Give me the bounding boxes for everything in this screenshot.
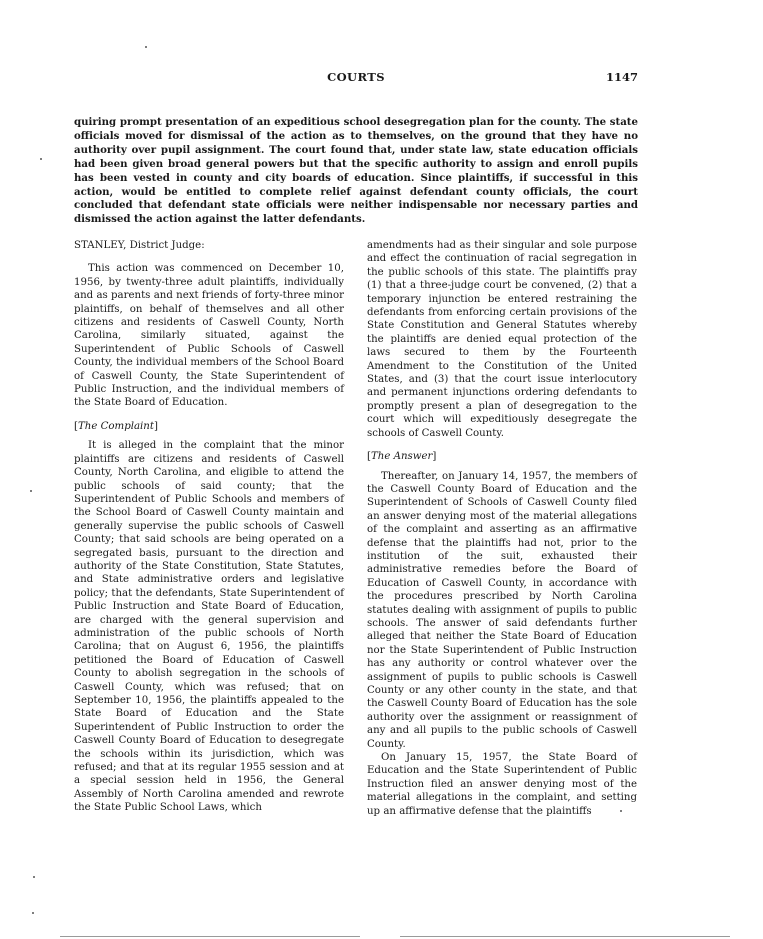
scan-edge-line <box>60 936 360 937</box>
running-header <box>74 70 638 86</box>
section-heading-complaint: [The Complaint] <box>74 420 158 432</box>
paragraph-complaint-continued: amendments had as their singular and sole purpose and effect the continuation of racial segregation in the public schools of this state. The plaintiffs pray (1) that a three-judge court be convened, (2) that a temporary injunction be entered restraining the defendants from enforcing certain provisions of the State Constitution and General Statutes whereby the plaintiffs are denied equal protection of the laws secured to them by the Fourteenth Amendment to the Constitution of the United States, and (3) that the court issue interlocutory and permanent injunctions ordering defendants to promptly present a plan of desegregation to the court which will expeditiously desegregate the schools of Caswell County. <box>367 240 637 439</box>
section-heading-answer-text: The Answer <box>370 451 433 463</box>
section-heading-complaint-text: The Complaint <box>77 420 154 432</box>
running-header-title: COURTS <box>327 70 385 84</box>
scan-speck <box>145 46 147 48</box>
scan-speck <box>33 876 35 878</box>
left-column <box>74 239 344 815</box>
scan-edge-line <box>400 936 730 937</box>
right-column <box>367 239 637 818</box>
scan-speck <box>40 158 42 160</box>
paragraph-answer-first: Thereafter, on January 14, 1957, the members of the Caswell County Board of Education and the Superintendent of Schools of Caswell County filed an answer denying most of the material allegations of the complaint and asserting as an affirmative defense that the plaintiffs had not, prior to the institution of the suit, exhausted their administrative remedies before the Board of Education of Caswell County, in accordance with the procedures prescribed by North Carolina statutes dealing with assignment of pupils to public schools. The answer of said defendants further alleged that neither the State Board of Education nor the State Superintendent of Public Instruction has any authority or control whatever over the assignment of pupils to public schools is Caswell County or any other county in the state, and that the Caswell County Board of Education has the sole authority over the assignment or reassignment of any and all pupils to the public schools of Caswell County. <box>367 470 637 750</box>
paragraph-complaint: It is alleged in the complaint that the minor plaintiffs are citizens and residents of Caswell County, North Carolina, and eligible to attend the public schools of said county; that the Superintendent of Public Schools and members of the School Board of Caswell County maintain and generally supervise the public schools of Caswell County; that said schools are being operated on a segregated basis, pursuant to the direction and authority of the State Constitution, State Statutes, and State administrative orders and legislative policy; that the defendants, State Superintendent of Public Instruction and State Board of Education, are charged with the general supervision and administration of the public schools of North Carolina; that on August 6, 1956, the plaintiffs petitioned the Board of Education of Caswell County to abolish segregation in the schools of Caswell County, which was refused; that on September 10, 1956, the plaintiffs appealed to the State Board of Education and the State Superintendent of Public Instruction to order the Caswell County Board of Education to desegregate the schools within its jurisdiction, which was refused; and that at its regular 1955 session and at a special session held in 1956, the General Assembly of North Carolina amended and rewrote the State Public School Laws, which <box>74 440 344 814</box>
section-heading-answer: [The Answer] <box>367 451 437 463</box>
scan-speck <box>32 912 34 914</box>
scan-speck <box>30 490 32 492</box>
page-number: 1147 <box>605 70 638 84</box>
paragraph-intro: This action was commenced on December 10, 1956, by twenty-three adult plaintiffs, individually and as parents and next friends of forty-three minor plaintiffs, on behalf of themselves and all other citizens and residents of Caswell County, North Carolina, similarly situated, against the Superintendent of Public Schools of Caswell County, the individual members of the School Board of Caswell County, the State Superintendent of Public Instruction, and the individual members of the State Board of Education. <box>74 263 344 409</box>
judge-attribution: STANLEY, District Judge: <box>74 240 205 251</box>
headnote: quiring prompt presentation of an expeditious school desegregation plan for the county. The state officials moved for dismissal of the action as to themselves, on the ground that they have no authority over pupil assignment. The court found that, under state law, state education officials had been given broad general powers but that the specific authority to assign and enroll pupils has been vested in county and city boards of education. Since plaintiffs, if successful in this action, would be entitled to complete relief against defendant county officials, the court concluded that defendant state officials were neither indispensable nor necessary parties and dismissed the action against the latter defendants. <box>74 116 638 226</box>
scan-speck <box>620 810 622 812</box>
paragraph-answer-second: On January 15, 1957, the State Board of Education and the State Superintendent of Public Instruction filed an answer denying most of the material allegations in the complaint, and setting up an affirmative defense that the plaintiffs <box>367 752 637 817</box>
